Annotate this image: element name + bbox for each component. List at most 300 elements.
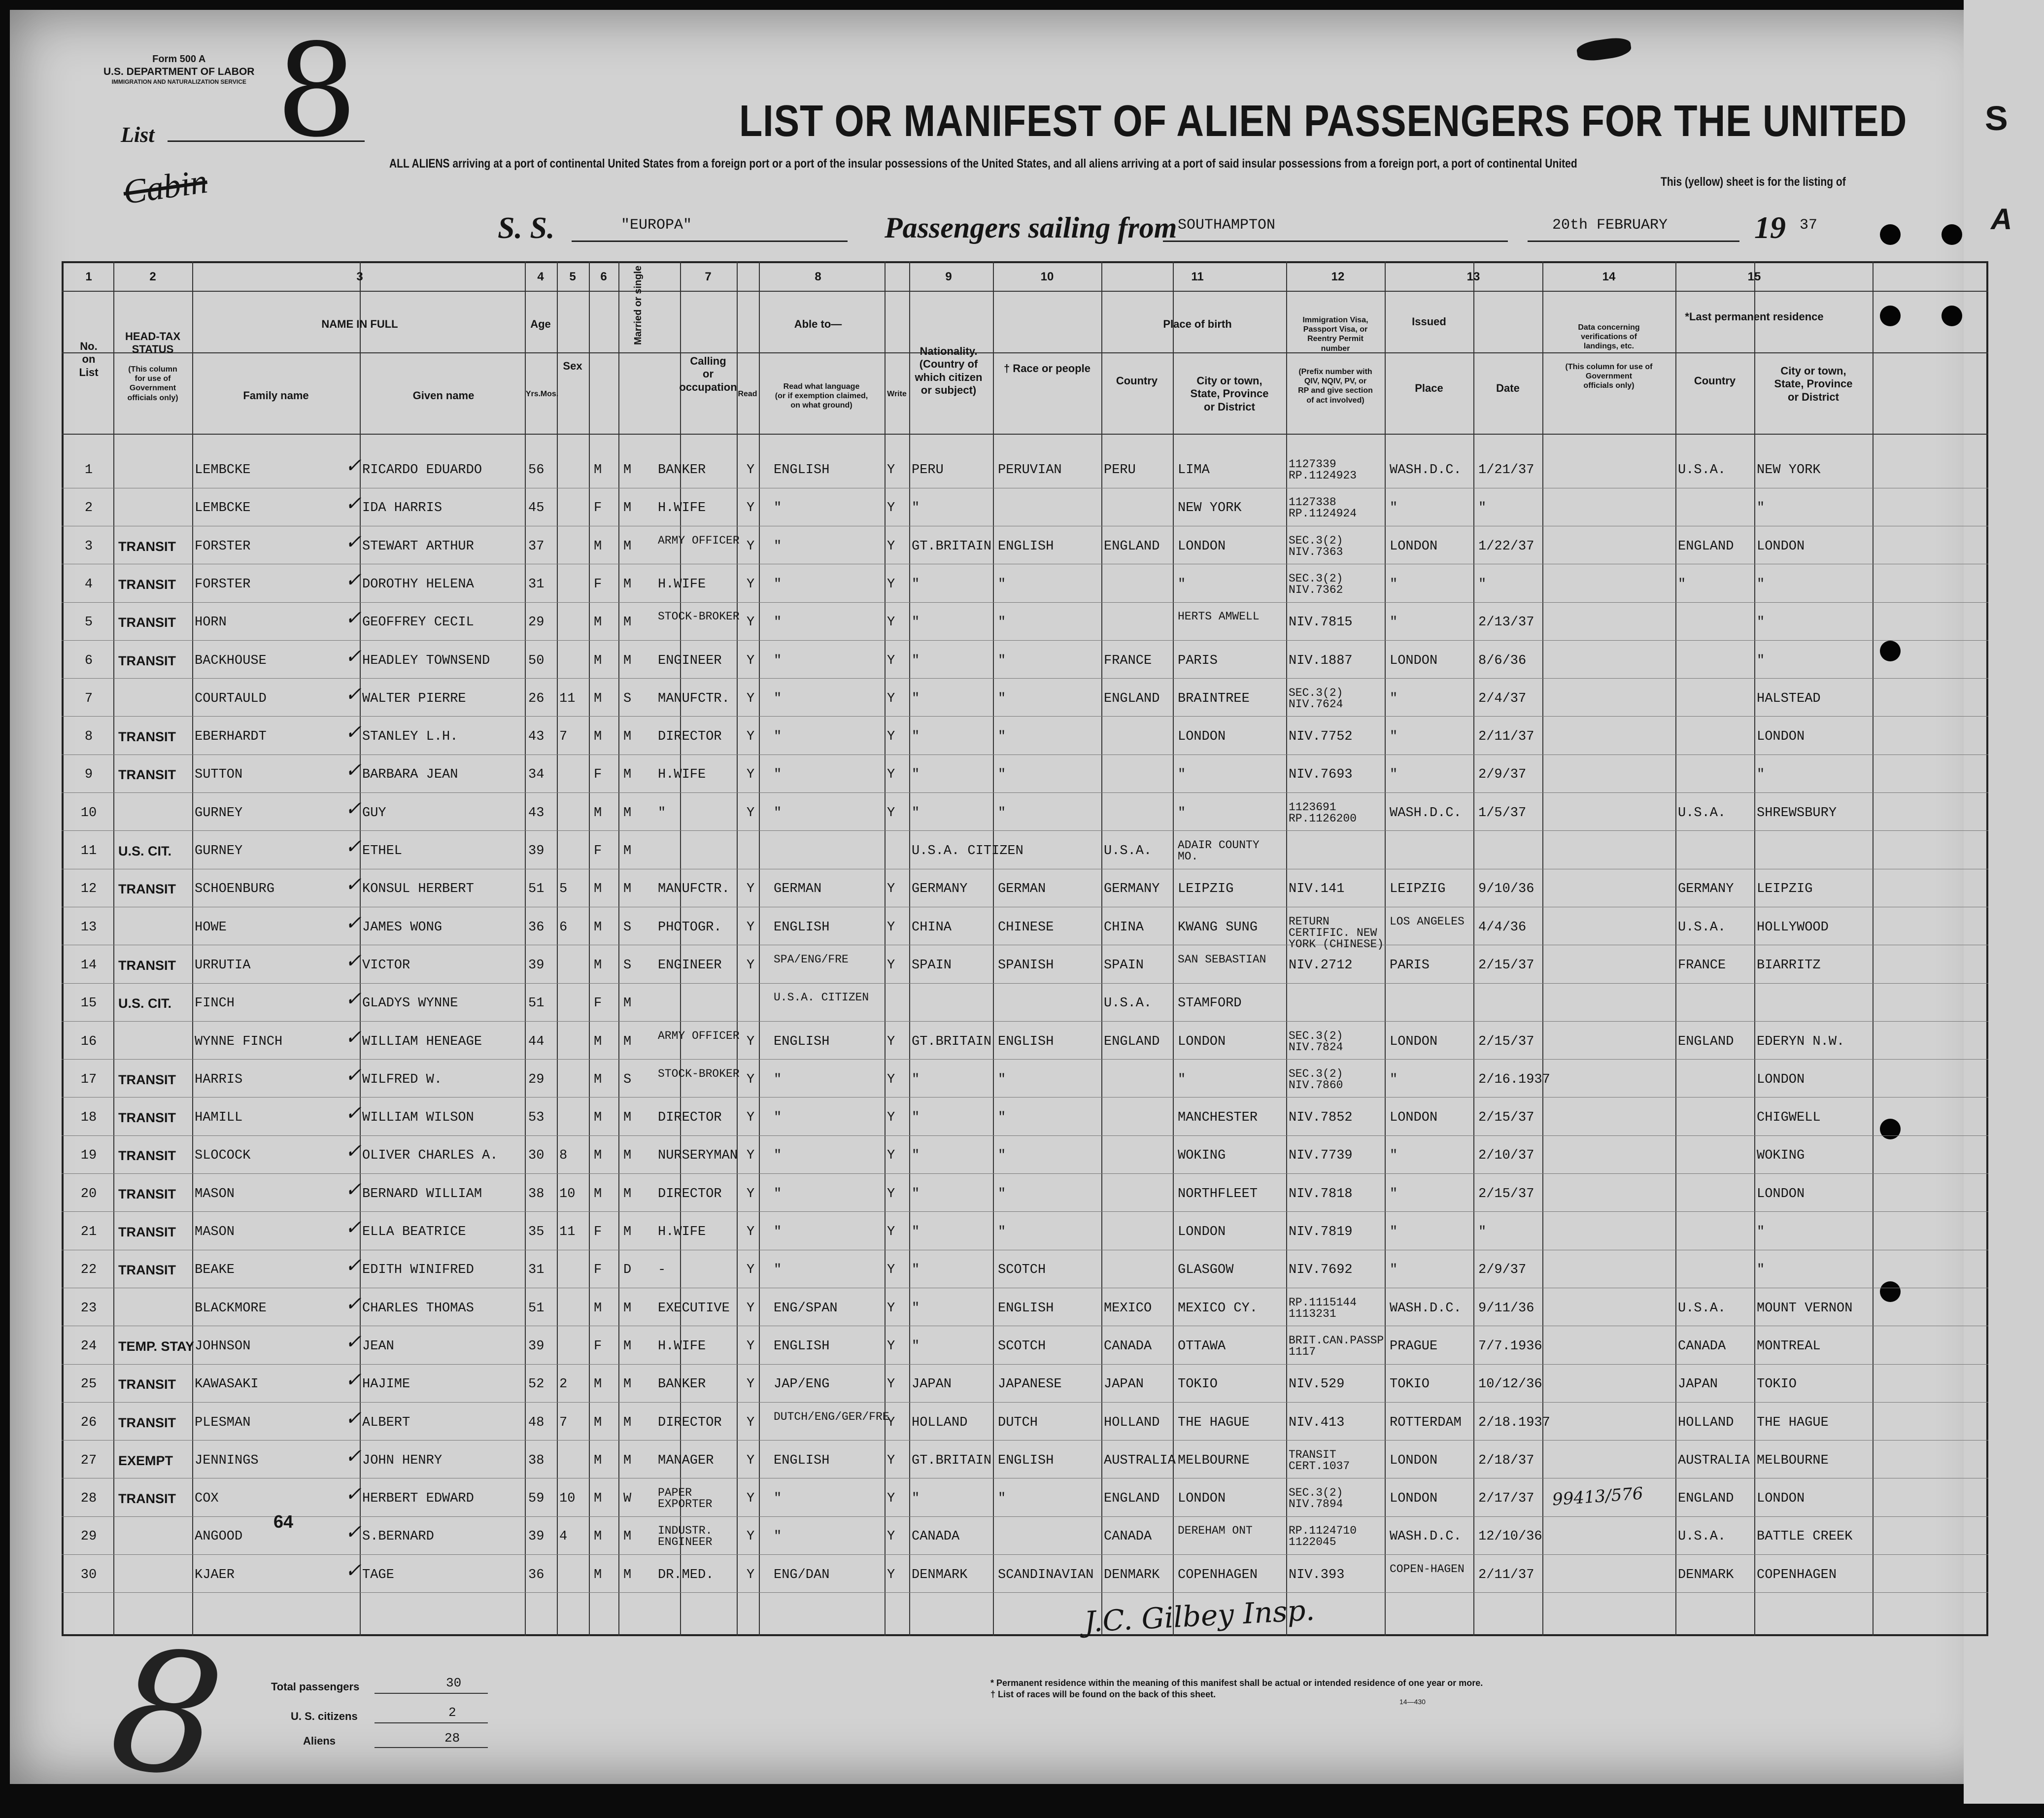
cell-birth-city: COPENHAGEN <box>1178 1567 1258 1582</box>
cell-read: Y <box>747 577 755 592</box>
cell-status: TRANSIT <box>118 577 176 592</box>
cell-nationality: " <box>912 1225 920 1239</box>
cell-issued-date: 2/9/37 <box>1478 1263 1527 1278</box>
cell-read: Y <box>747 691 755 706</box>
cell-birth-city: LONDON <box>1178 1034 1226 1049</box>
footnote-races: † List of races will be found on the back of this sheet. <box>990 1689 1216 1699</box>
cell-issued-date: 2/4/37 <box>1478 691 1527 706</box>
header-read: Read <box>738 390 757 398</box>
check-mark-icon: ✓ <box>345 683 362 706</box>
cell-visa: NIV.141 <box>1289 882 1345 897</box>
cell-given: STEWART ARTHUR <box>362 539 474 554</box>
cell-race: SCOTCH <box>998 1263 1046 1278</box>
cell-married: M <box>623 1225 632 1239</box>
cell-write: Y <box>887 920 895 935</box>
cell-no: 7 <box>84 691 93 706</box>
cell-issued-place: WASH.D.C. <box>1390 805 1462 821</box>
cell-sex: F <box>594 1225 602 1239</box>
cell-visa: SEC.3(2) NIV.7362 <box>1289 572 1343 596</box>
header-no-on-list: No. on List <box>79 340 99 378</box>
cell-given: ETHEL <box>362 844 403 858</box>
cell-birth-country: AUSTRALIA <box>1104 1453 1176 1468</box>
header-head-tax-note: (This column for use of Government officials only) <box>127 365 178 402</box>
cell-write: Y <box>887 1529 895 1544</box>
cell-issued-place: " <box>1390 691 1398 706</box>
cell-occupation: PHOTOGR. <box>658 920 722 935</box>
cell-married: M <box>623 1301 632 1316</box>
cell-birth-city: SAN SEBASTIAN <box>1178 953 1266 966</box>
cell-family: FORSTER <box>195 577 251 592</box>
cell-res-city: MONTREAL <box>1757 1338 1821 1354</box>
cell-read: Y <box>747 1225 755 1239</box>
cell-yrs: 39 <box>528 958 545 973</box>
cell-sex: F <box>594 1338 602 1354</box>
cell-married: D <box>623 1263 632 1278</box>
cell-sex: F <box>594 577 602 592</box>
cell-read: Y <box>747 1529 755 1544</box>
cell-nationality: " <box>912 1148 920 1164</box>
cell-read: Y <box>747 1263 755 1278</box>
cell-married: M <box>623 1529 632 1544</box>
cell-race: " <box>998 1072 1006 1087</box>
cell-language: U.S.A. CITIZEN <box>774 991 869 1004</box>
cell-family: MASON <box>195 1186 235 1201</box>
cell-occupation: PAPER EXPORTER <box>658 1486 713 1511</box>
cell-status: EXEMPT <box>118 1453 173 1468</box>
header-place-of-birth: Place of birth <box>1163 318 1232 330</box>
cell-language: ENGLISH <box>774 920 830 935</box>
cell-no: 18 <box>80 1110 97 1126</box>
cell-write: Y <box>887 1186 895 1201</box>
cell-family: MASON <box>195 1225 235 1239</box>
cell-write: Y <box>887 729 895 745</box>
cell-sex: M <box>594 1529 602 1544</box>
cell-issued-date: 7/7.1936 <box>1478 1338 1542 1354</box>
header-age: Age <box>530 318 551 330</box>
cell-birth-city: THE HAGUE <box>1178 1415 1250 1430</box>
cell-issued-place: COPEN-HAGEN <box>1390 1562 1465 1576</box>
cell-birth-country: FRANCE <box>1104 653 1152 668</box>
row-rule <box>62 1402 1988 1403</box>
cell-sex: M <box>594 1567 602 1582</box>
cell-family: KAWASAKI <box>195 1377 259 1392</box>
cell-read: Y <box>747 920 755 935</box>
instruction-line-1: ALL ALIENS arriving at a port of continental United States from a foreign port or a port of the insular possessions of the United States, and all aliens arriving at a port of said insular possessions from a foreign port, a port of continental United <box>389 157 1577 171</box>
cell-occupation: H.WIFE <box>658 1338 706 1354</box>
cell-language: ENG/SPAN <box>774 1301 838 1316</box>
cell-write: Y <box>887 767 895 783</box>
cell-yrs: 38 <box>528 1186 545 1201</box>
cell-sex: M <box>594 882 602 897</box>
cell-status: TRANSIT <box>118 1072 176 1087</box>
cell-sex: F <box>594 1263 602 1278</box>
cell-issued-place: LONDON <box>1390 1453 1438 1468</box>
total-passengers-value: 30 <box>446 1676 462 1690</box>
cell-married: S <box>623 920 632 935</box>
cell-visa: NIV.1887 <box>1289 653 1353 668</box>
column-divider <box>1101 261 1102 1636</box>
cell-res-country: U.S.A. <box>1678 1529 1726 1544</box>
cell-yrs: 43 <box>528 729 545 745</box>
cell-sex: M <box>594 1491 602 1507</box>
cell-yrs: 39 <box>528 1529 545 1544</box>
cell-family: HORN <box>195 615 227 630</box>
cell-yrs: 31 <box>528 577 545 592</box>
column-number: 6 <box>600 270 607 283</box>
cell-sex: F <box>594 844 602 858</box>
cell-language: " <box>774 1491 782 1507</box>
check-mark-icon: ✓ <box>345 797 362 820</box>
check-mark-icon: ✓ <box>345 607 362 630</box>
cell-family: JOHNSON <box>195 1338 251 1354</box>
cell-occupation: EXECUTIVE <box>658 1301 730 1316</box>
cell-race: SPANISH <box>998 958 1054 973</box>
cell-sex: F <box>594 767 602 783</box>
header-given-name: Given name <box>412 389 475 402</box>
cell-occupation: H.WIFE <box>658 767 706 783</box>
column-number: 8 <box>815 270 821 283</box>
column-divider <box>909 261 910 1636</box>
row-rule <box>62 1211 1988 1212</box>
column-divider <box>1473 261 1474 1636</box>
cell-issued-date: 2/15/37 <box>1478 1186 1534 1201</box>
cell-occupation: STOCK-BROKER <box>658 610 740 623</box>
cell-nationality: SPAIN <box>912 958 952 973</box>
cell-issued-place: " <box>1390 577 1398 592</box>
cell-no: 1 <box>84 463 93 478</box>
cell-race: ENGLISH <box>998 1453 1054 1468</box>
cell-given: STANLEY L.H. <box>362 729 458 745</box>
cell-nationality: " <box>912 1301 920 1316</box>
cell-birth-city: HERTS AMWELL <box>1178 610 1260 623</box>
cell-issued-date: 2/16.1937 <box>1478 1072 1550 1087</box>
cell-birth-country: PERU <box>1104 463 1136 478</box>
cell-no: 10 <box>80 805 97 821</box>
cell-nationality: " <box>912 1072 920 1087</box>
cell-issued-date: 1/21/37 <box>1478 463 1534 478</box>
cell-read: Y <box>747 653 755 668</box>
cell-race: ENGLISH <box>998 1034 1054 1049</box>
check-mark-icon: ✓ <box>345 1254 362 1277</box>
column-number: 13 <box>1466 270 1480 283</box>
cell-issued-date: 2/13/37 <box>1478 615 1534 630</box>
header-landings: Data concerning verifications of landings, etc. <box>1578 323 1640 351</box>
cell-nationality: GT.BRITAIN <box>912 1034 992 1049</box>
cell-sex: M <box>594 1415 602 1430</box>
cell-res-country: AUSTRALIA <box>1678 1453 1750 1468</box>
cell-sex: M <box>594 729 602 745</box>
cell-yrs: 30 <box>528 1148 545 1164</box>
cell-occupation: " <box>658 805 666 821</box>
cell-race: PERUVIAN <box>998 463 1062 478</box>
cell-family: SUTTON <box>195 767 243 783</box>
cell-status: TRANSIT <box>118 1225 176 1239</box>
cell-status: TRANSIT <box>118 1148 176 1164</box>
cell-married: M <box>623 653 632 668</box>
cell-write: Y <box>887 958 895 973</box>
cell-no: 4 <box>84 577 93 592</box>
cell-status: TRANSIT <box>118 1377 176 1392</box>
column-divider <box>1173 261 1174 1636</box>
cell-race: " <box>998 1148 1006 1164</box>
cell-status: TRANSIT <box>118 767 176 783</box>
cell-no: 29 <box>80 1529 97 1544</box>
header-issued: Issued <box>1412 315 1446 328</box>
cell-visa: SEC.3(2) NIV.7363 <box>1289 534 1343 558</box>
cell-no: 30 <box>80 1567 97 1582</box>
cell-res-city: " <box>1757 577 1765 592</box>
header-country: Country <box>1116 375 1158 387</box>
column-number: 15 <box>1747 270 1761 283</box>
cell-no: 13 <box>80 920 97 935</box>
cell-write: Y <box>887 539 895 554</box>
header-mos: Mos. <box>540 390 559 398</box>
cell-mos: 7 <box>559 729 568 745</box>
cell-visa: NIV.7692 <box>1289 1263 1353 1278</box>
column-divider <box>618 261 619 1636</box>
cell-nationality: " <box>912 767 920 783</box>
us-citizens-value: 2 <box>448 1705 456 1720</box>
check-mark-icon: ✓ <box>345 949 362 972</box>
cell-res-city: MOUNT VERNON <box>1757 1301 1853 1316</box>
cell-read: Y <box>747 1110 755 1126</box>
cell-sex: M <box>594 691 602 706</box>
cell-write: Y <box>887 577 895 592</box>
cell-visa: NIV.393 <box>1289 1567 1345 1582</box>
cell-status: TRANSIT <box>118 539 176 554</box>
cell-given: ELLA BEATRICE <box>362 1225 466 1239</box>
cell-birth-country: ENGLAND <box>1104 691 1160 706</box>
cell-write: Y <box>887 653 895 668</box>
cell-mos: 7 <box>559 1415 568 1430</box>
cell-given: BARBARA JEAN <box>362 767 458 783</box>
cell-family: JENNINGS <box>195 1453 259 1468</box>
check-mark-icon: ✓ <box>345 1063 362 1087</box>
cell-read: Y <box>747 1072 755 1087</box>
cell-mos: 11 <box>559 1225 576 1239</box>
cell-language: ENGLISH <box>774 463 830 478</box>
margin-note: 64 <box>273 1511 294 1532</box>
cell-given: GUY <box>362 805 386 821</box>
cell-given: JEAN <box>362 1338 394 1354</box>
list-label: List <box>121 123 155 147</box>
check-mark-icon: ✓ <box>345 454 362 477</box>
cell-status: TRANSIT <box>118 1491 176 1507</box>
margin-handwritten-mark: 8 <box>100 1610 233 1818</box>
cell-res-country: U.S.A. <box>1678 1301 1726 1316</box>
cell-issued-date: 1/22/37 <box>1478 539 1534 554</box>
column-divider <box>192 261 193 1636</box>
cell-mos: 10 <box>559 1491 576 1507</box>
punch-hole <box>1942 224 1962 245</box>
cell-language: " <box>774 805 782 821</box>
cell-write: Y <box>887 1453 895 1468</box>
cell-family: HOWE <box>195 920 227 935</box>
cell-res-city: WOKING <box>1757 1148 1805 1164</box>
cell-visa: SEC.3(2) NIV.7894 <box>1289 1486 1343 1511</box>
check-mark-icon: ✓ <box>345 530 362 553</box>
cell-status: TRANSIT <box>118 653 176 668</box>
cell-race: " <box>998 1110 1006 1126</box>
header-rule <box>62 352 1988 353</box>
cell-issued-place: ROTTERDAM <box>1390 1415 1462 1430</box>
cell-visa: RP.1124710 1122045 <box>1289 1524 1357 1549</box>
cell-language: ENGLISH <box>774 1453 830 1468</box>
cell-race: ENGLISH <box>998 539 1054 554</box>
row-rule <box>62 1364 1988 1365</box>
row-rule <box>62 640 1988 641</box>
cell-married: M <box>623 882 632 897</box>
check-mark-icon: ✓ <box>345 1444 362 1468</box>
cell-given: VICTOR <box>362 958 410 973</box>
cell-res-city: THE HAGUE <box>1757 1415 1829 1430</box>
cell-no: 25 <box>80 1377 97 1392</box>
column-divider <box>1754 261 1755 1636</box>
cell-visa: NIV.7752 <box>1289 729 1353 745</box>
cell-family: BEAKE <box>195 1263 235 1278</box>
cell-res-city: LONDON <box>1757 729 1805 745</box>
check-mark-icon: ✓ <box>345 1178 362 1201</box>
cell-race: " <box>998 653 1006 668</box>
cell-occupation: DR.MED. <box>658 1567 714 1582</box>
cell-issued-place: " <box>1390 1148 1398 1164</box>
cell-nationality: PERU <box>912 463 944 478</box>
check-mark-icon: ✓ <box>345 568 362 591</box>
cell-sex: M <box>594 463 602 478</box>
cell-birth-city: LONDON <box>1178 729 1226 745</box>
cell-birth-country: CANADA <box>1104 1529 1152 1544</box>
cell-sex: M <box>594 1110 602 1126</box>
cell-write: Y <box>887 1415 895 1430</box>
cell-given: GEOFFREY CECIL <box>362 615 474 630</box>
cell-no: 15 <box>80 996 97 1011</box>
column-number: 11 <box>1191 270 1204 283</box>
cell-married: M <box>623 1110 632 1126</box>
check-mark-icon: ✓ <box>345 873 362 896</box>
cell-race: JAPANESE <box>998 1377 1062 1392</box>
cell-occupation: MANUFCTR. <box>658 882 730 897</box>
cell-issued-date: 8/6/36 <box>1478 653 1527 668</box>
cell-res-country: ENGLAND <box>1678 1034 1734 1049</box>
row-rule <box>62 1097 1988 1098</box>
cell-write: Y <box>887 615 895 630</box>
cell-read: Y <box>747 1338 755 1354</box>
cell-res-country: U.S.A. <box>1678 805 1726 821</box>
cell-nationality: " <box>912 653 920 668</box>
cell-language: " <box>774 539 782 554</box>
cell-issued-date: 2/11/37 <box>1478 729 1534 745</box>
cell-given: EDITH WINIFRED <box>362 1263 474 1278</box>
cell-yrs: 29 <box>528 1072 545 1087</box>
cell-res-city: " <box>1757 767 1765 783</box>
cell-language: " <box>774 1072 782 1087</box>
cell-issued-date: 4/4/36 <box>1478 920 1527 935</box>
cell-issued-place: " <box>1390 501 1398 516</box>
cell-birth-country: MEXICO <box>1104 1301 1152 1316</box>
cell-yrs: 51 <box>528 882 545 897</box>
cell-occupation: INDUSTR. ENGINEER <box>658 1524 713 1549</box>
cell-sex: M <box>594 1186 602 1201</box>
cell-read: Y <box>747 1491 755 1507</box>
cell-write: Y <box>887 1148 895 1164</box>
column-divider <box>557 261 558 1636</box>
cell-race: CHINESE <box>998 920 1054 935</box>
cell-no: 26 <box>80 1415 97 1430</box>
form-department: U.S. DEPARTMENT OF LABOR <box>103 66 255 77</box>
check-mark-icon: ✓ <box>345 645 362 668</box>
row-rule <box>62 1440 1988 1441</box>
cell-write: Y <box>887 501 895 516</box>
cell-birth-city: LONDON <box>1178 539 1226 554</box>
departure-port: SOUTHAMPTON <box>1178 217 1276 234</box>
footnote-residence: * Permanent residence within the meaning of this manifest shall be actual or intended residence of one year or more. <box>990 1678 1483 1688</box>
column-divider <box>1542 261 1543 1636</box>
header-res-country: Country <box>1694 375 1736 387</box>
cell-birth-city: " <box>1178 577 1186 592</box>
cell-nationality: GERMANY <box>912 882 968 897</box>
cell-family: SCHOENBURG <box>195 882 275 897</box>
cell-family: COX <box>195 1491 219 1507</box>
cell-read: Y <box>747 1034 755 1049</box>
cell-birth-city: " <box>1178 1072 1186 1087</box>
cell-issued-place: " <box>1390 767 1398 783</box>
cell-sex: F <box>594 996 602 1011</box>
cell-given: TAGE <box>362 1567 394 1582</box>
cell-issued-date: 2/15/37 <box>1478 1034 1534 1049</box>
cell-nationality: " <box>912 615 920 630</box>
cell-status: TRANSIT <box>118 615 176 630</box>
cell-occupation: ENGINEER <box>658 653 722 668</box>
cell-occupation: NURSERYMAN <box>658 1148 738 1164</box>
cell-family: HAMILL <box>195 1110 243 1126</box>
check-mark-icon: ✓ <box>345 1102 362 1125</box>
header-last-residence: *Last permanent residence <box>1685 310 1824 323</box>
cell-visa: 1123691 RP.1126200 <box>1289 800 1357 825</box>
cell-language: GERMAN <box>774 882 822 897</box>
cell-occupation: DIRECTOR <box>658 1186 722 1201</box>
cell-nationality: HOLLAND <box>912 1415 968 1430</box>
cell-mos: 2 <box>559 1377 568 1392</box>
column-number: 1 <box>85 270 92 283</box>
cell-res-country: HOLLAND <box>1678 1415 1734 1430</box>
cell-read: Y <box>747 729 755 745</box>
cell-given: WILFRED W. <box>362 1072 443 1087</box>
cell-issued-place: WASH.D.C. <box>1390 1529 1462 1544</box>
cell-status: TEMP. STAY <box>118 1338 195 1354</box>
cell-birth-city: TOKIO <box>1178 1377 1218 1392</box>
check-mark-icon: ✓ <box>345 988 362 1011</box>
cell-res-city: SHREWSBURY <box>1757 805 1837 821</box>
cell-birth-city: DEREHAM ONT <box>1178 1524 1253 1538</box>
row-rule <box>62 716 1988 717</box>
cell-race: " <box>998 1225 1006 1239</box>
cell-visa: RETURN CERTIFIC. NEW YORK (CHINESE) <box>1289 915 1384 951</box>
row-rule <box>62 983 1988 984</box>
cell-yrs: 36 <box>528 1567 545 1582</box>
cell-res-city: LONDON <box>1757 1072 1805 1087</box>
cell-birth-city: OTTAWA <box>1178 1338 1226 1354</box>
cell-occupation: BANKER <box>658 463 706 478</box>
check-mark-icon: ✓ <box>345 911 362 934</box>
cell-married: S <box>623 958 632 973</box>
row-rule <box>62 1516 1988 1517</box>
married-header: Married or single <box>633 265 644 345</box>
cell-occupation: DIRECTOR <box>658 729 722 745</box>
cell-issued-place: WASH.D.C. <box>1390 1301 1462 1316</box>
cell-family: WYNNE FINCH <box>195 1034 283 1049</box>
cell-mos: 11 <box>559 691 576 706</box>
cell-language: " <box>774 729 782 745</box>
